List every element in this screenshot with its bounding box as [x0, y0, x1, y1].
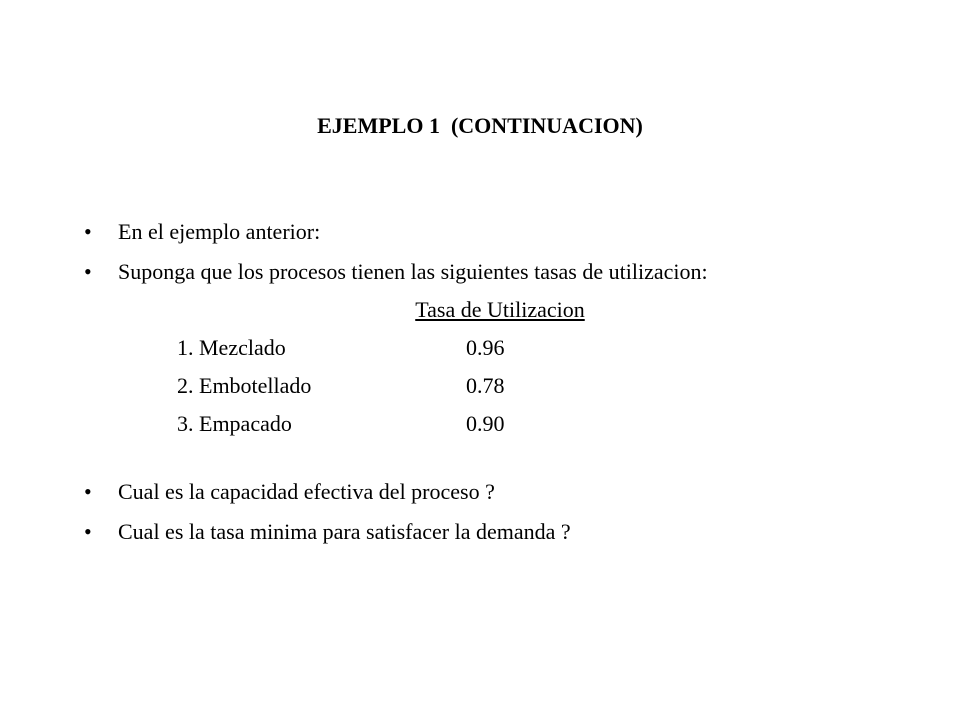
bullet-item — [84, 478, 495, 506]
bullet-icon: • — [84, 219, 92, 244]
table-row — [177, 410, 505, 438]
bullet-text: En el ejemplo anterior: — [118, 219, 321, 244]
bullet-text: Cual es la capacidad efectiva del proceso ? — [118, 479, 495, 504]
table-header: Tasa de Utilizacion — [415, 297, 585, 322]
process-name: 1. Mezclado — [177, 335, 286, 360]
table-row — [177, 372, 505, 400]
bullet-item — [84, 518, 571, 546]
table-row — [177, 334, 505, 362]
bullet-icon: • — [84, 259, 92, 284]
bullet-item — [84, 258, 708, 286]
bullet-text: Cual es la tasa minima para satisfacer la demanda ? — [118, 519, 571, 544]
utilization-rate: 0.78 — [466, 373, 505, 398]
bullet-item — [84, 218, 320, 246]
utilization-rate: 0.90 — [466, 411, 505, 436]
process-name: 3. Empacado — [177, 411, 292, 436]
process-name: 2. Embotellado — [177, 373, 312, 398]
bullet-text: Suponga que los procesos tienen las siguientes tasas de utilizacion: — [118, 259, 708, 284]
utilization-rate: 0.96 — [466, 335, 505, 360]
bullet-icon: • — [84, 519, 92, 544]
slide-title: EJEMPLO 1 (CONTINUACION) — [317, 113, 643, 138]
bullet-icon: • — [84, 479, 92, 504]
